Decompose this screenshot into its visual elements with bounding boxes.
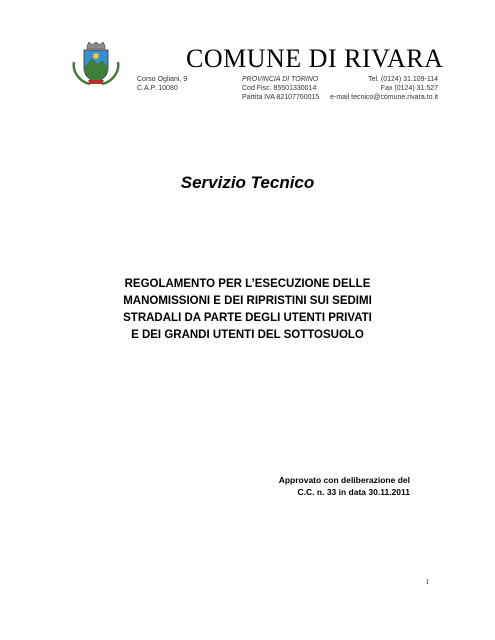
approval-line: Approvato con deliberazione del bbox=[278, 475, 410, 485]
fax: Fax (0124) 31.527 bbox=[380, 85, 438, 92]
regulation-line: MANOMISSIONI E DEI RIPRISTINI SUI SEDIMI bbox=[123, 295, 372, 307]
address: Corso Ogliani, 9 bbox=[137, 76, 188, 83]
email: e-mail tecnico@comune.rivara.to.it bbox=[330, 94, 438, 101]
coat-of-arms-icon bbox=[70, 42, 122, 86]
regulation-line: E DEI GRANDI UTENTI DEL SOTTOSUOLO bbox=[131, 329, 364, 341]
regulation-line: STRADALI DA PARTE DEGLI UTENTI PRIVATI bbox=[123, 312, 372, 324]
approval-note bbox=[279, 474, 410, 498]
postal-code: C.A.P. 10080 bbox=[137, 85, 178, 92]
vat-number: Partita IVA 82107760015 bbox=[242, 94, 320, 101]
page-title: COMUNE DI RIVARA bbox=[186, 44, 444, 73]
tax-code: Cod Fisc. 85501330014 bbox=[242, 85, 317, 92]
telephone: Tel. (0124) 31.109-114 bbox=[368, 76, 438, 83]
province: PROVINCIA DI TORINO bbox=[242, 76, 319, 83]
regulation-line: REGOLAMENTO PER L’ESECUZIONE DELLE bbox=[124, 278, 371, 290]
regulation-title bbox=[0, 276, 495, 344]
page-number: 1 bbox=[425, 578, 429, 586]
approval-line: C.C. n. 33 in data 30.11.2011 bbox=[297, 487, 410, 497]
service-heading: Servizio Tecnico bbox=[180, 173, 315, 192]
